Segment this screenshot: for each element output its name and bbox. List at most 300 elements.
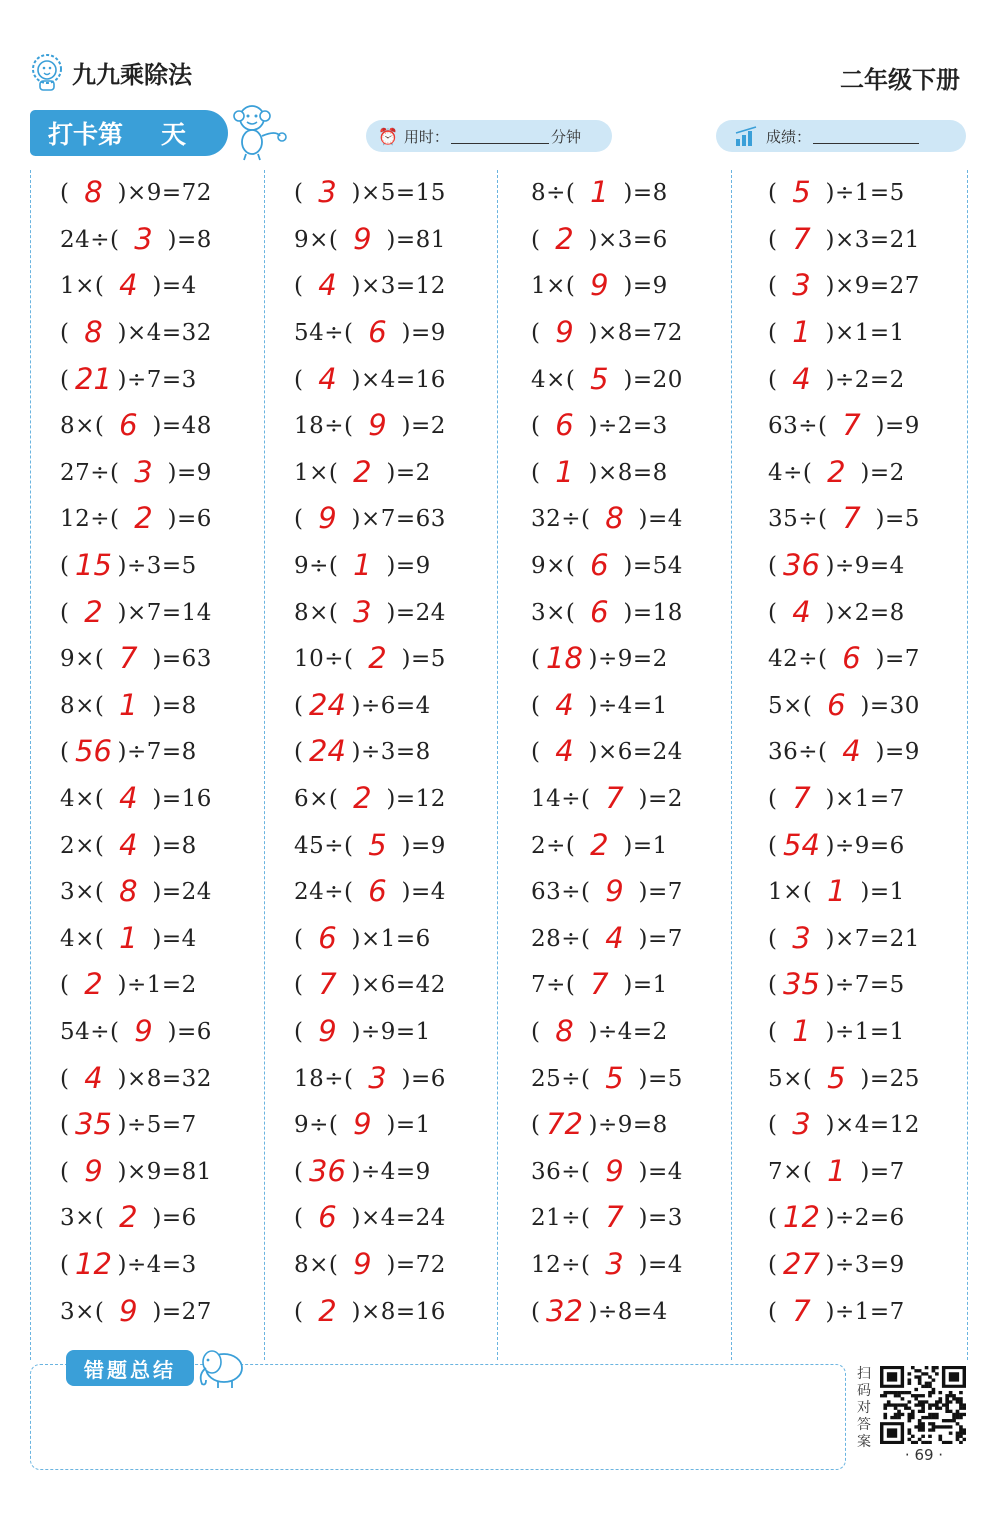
exercise-row (294, 822, 446, 869)
answer-blank[interactable]: 1 (590, 175, 609, 210)
qr-module (928, 1382, 932, 1385)
qr-module (908, 1382, 912, 1385)
exercise-row (768, 356, 905, 403)
qr-module (911, 1435, 915, 1438)
qr-module (928, 1385, 932, 1388)
equation-left: ( (531, 646, 541, 673)
equation-left: ( (294, 739, 304, 766)
answer-blank[interactable]: 4 (119, 781, 138, 816)
equation-right: )÷8=4 (588, 1298, 668, 1325)
equation-left: 12÷( (531, 1252, 591, 1279)
exercise-row (531, 170, 668, 217)
exercise-row (768, 962, 905, 1009)
qr-module (932, 1425, 936, 1428)
equation-left: 4÷( (768, 459, 813, 486)
answer-blank[interactable]: 2 (84, 967, 103, 1002)
equation-right: )=5 (638, 1065, 683, 1092)
answer-blank[interactable]: 9 (590, 268, 609, 303)
qr-module (949, 1425, 953, 1428)
exercise-row (768, 450, 905, 497)
equation-right: )÷7=5 (825, 972, 905, 999)
equation-left: 9×( (294, 226, 339, 253)
answer-blank[interactable]: 2 (318, 1293, 337, 1328)
qr-module (921, 1394, 925, 1397)
answer-blank[interactable]: 7 (842, 501, 861, 536)
checkin-label: 打卡第 (48, 120, 124, 149)
qr-module (925, 1372, 929, 1375)
equation-left: ( (60, 1252, 70, 1279)
equation-right: )÷1=2 (117, 972, 197, 999)
answer-blank[interactable]: 1 (827, 874, 846, 909)
qr-module (956, 1422, 960, 1425)
exercise-row (531, 776, 683, 823)
equation-left: ( (768, 925, 778, 952)
exercise-row (60, 1149, 212, 1196)
answer-blank[interactable]: 24 (309, 687, 346, 722)
equation-right: )×5=15 (351, 180, 446, 207)
qr-module (945, 1407, 949, 1410)
qr-module (897, 1391, 901, 1394)
exercise-row (768, 636, 920, 683)
equation-right: )=54 (623, 553, 683, 580)
exercise-row (768, 217, 920, 264)
qr-module (938, 1425, 942, 1428)
column-divider (264, 170, 265, 1360)
equation-left: ( (60, 320, 70, 347)
qr-module (914, 1388, 918, 1391)
answer-blank[interactable]: 7 (318, 967, 337, 1002)
exercise-row (60, 1055, 212, 1102)
page-number: · 69 · (904, 1446, 944, 1464)
equation-left: 54÷( (60, 1019, 120, 1046)
answer-blank[interactable]: 6 (119, 408, 138, 443)
answer-blank[interactable]: 2 (368, 641, 387, 676)
answer-blank[interactable]: 8 (119, 874, 138, 909)
lion-mascot-icon (30, 52, 64, 92)
exercise-row (531, 1055, 683, 1102)
answer-blank[interactable]: 8 (605, 501, 624, 536)
equation-right: )=12 (386, 786, 446, 813)
answer-blank[interactable]: 6 (555, 408, 574, 443)
exercise-row (294, 1102, 431, 1149)
qr-module (894, 1416, 898, 1419)
answer-blank[interactable]: 6 (318, 1200, 337, 1235)
answer-blank[interactable]: 6 (318, 920, 337, 955)
answer-blank[interactable]: 3 (353, 594, 372, 629)
equation-right: )=4 (638, 1252, 683, 1279)
answer-blank[interactable]: 5 (827, 1060, 846, 1095)
equation-left: ( (60, 972, 70, 999)
equation-left: 18÷( (294, 1065, 354, 1092)
answer-blank[interactable]: 36 (783, 548, 820, 583)
equation-left: 4×( (531, 366, 576, 393)
answer-blank[interactable]: 2 (134, 501, 153, 536)
time-blank[interactable] (451, 129, 549, 144)
qr-module (952, 1413, 956, 1416)
exercise-row (531, 916, 683, 963)
column-divider (497, 170, 498, 1360)
qr-module (901, 1403, 905, 1406)
qr-module (952, 1419, 956, 1422)
equation-left: 6×( (294, 786, 339, 813)
answer-blank[interactable]: 3 (792, 268, 811, 303)
equation-right: )÷3=8 (351, 739, 431, 766)
equation-left: 14÷( (531, 786, 591, 813)
answer-blank[interactable]: 2 (353, 781, 372, 816)
exercise-row (531, 310, 683, 357)
qr-module (928, 1413, 932, 1416)
answer-blank[interactable]: 9 (84, 1153, 103, 1188)
exercise-row (294, 170, 446, 217)
exercise-row (768, 1149, 905, 1196)
answer-blank[interactable]: 9 (555, 315, 574, 350)
equation-left: ( (768, 786, 778, 813)
answer-blank[interactable]: 35 (783, 967, 820, 1002)
equation-left: ( (768, 320, 778, 347)
equation-right: )÷3=5 (117, 553, 197, 580)
exercise-row (294, 403, 446, 450)
answer-blank[interactable]: 1 (827, 1153, 846, 1188)
answer-blank[interactable]: 7 (605, 1200, 624, 1235)
answer-blank[interactable]: 7 (792, 221, 811, 256)
qr-module (914, 1441, 918, 1444)
answer-blank[interactable]: 3 (368, 1060, 387, 1095)
equation-left: ( (768, 1252, 778, 1279)
answer-blank[interactable]: 8 (84, 175, 103, 210)
answer-blank[interactable]: 1 (119, 920, 138, 955)
equation-left: 1×( (294, 459, 339, 486)
answer-blank[interactable]: 5 (605, 1060, 624, 1095)
qr-module (949, 1410, 953, 1413)
answer-blank[interactable]: 7 (792, 781, 811, 816)
equation-right: )=9 (875, 413, 920, 440)
qr-module (932, 1391, 936, 1394)
answer-blank[interactable]: 4 (119, 268, 138, 303)
answer-blank[interactable]: 4 (318, 361, 337, 396)
clock-icon: ⏰ (378, 126, 398, 146)
answer-blank[interactable]: 4 (792, 361, 811, 396)
exercise-row (531, 403, 668, 450)
answer-blank[interactable]: 4 (318, 268, 337, 303)
answer-blank[interactable]: 1 (792, 1014, 811, 1049)
qr-module (942, 1441, 946, 1444)
exercise-row (294, 776, 446, 823)
exercise-row (294, 683, 431, 730)
qr-module (921, 1403, 925, 1406)
equation-right: )=4 (638, 506, 683, 533)
equation-left: 7×( (768, 1158, 813, 1185)
equation-right: )÷7=3 (117, 366, 197, 393)
answer-blank[interactable]: 9 (605, 874, 624, 909)
equation-left: ( (531, 226, 541, 253)
answer-blank[interactable]: 1 (555, 454, 574, 489)
equation-right: )=9 (167, 459, 212, 486)
qr-module (908, 1416, 912, 1419)
equation-left: ( (60, 1065, 70, 1092)
equation-left: ( (531, 692, 541, 719)
qr-module (908, 1400, 912, 1403)
exercise-row (60, 636, 212, 683)
answer-blank[interactable]: 7 (590, 967, 609, 1002)
qr-module (908, 1413, 912, 1416)
qr-module (904, 1403, 908, 1406)
answer-blank[interactable]: 9 (134, 1014, 153, 1049)
answer-blank[interactable]: 6 (842, 641, 861, 676)
equation-right: )×7=21 (825, 925, 920, 952)
qr-module (959, 1403, 963, 1406)
qr-module (959, 1413, 963, 1416)
answer-blank[interactable]: 12 (783, 1200, 820, 1235)
qr-finder-module (887, 1372, 897, 1381)
answer-blank[interactable]: 5 (590, 361, 609, 396)
qr-module (887, 1403, 891, 1406)
answer-blank[interactable]: 27 (783, 1247, 820, 1282)
answer-blank[interactable]: 4 (555, 734, 574, 769)
answer-blank[interactable]: 15 (75, 548, 112, 583)
answer-blank[interactable]: 8 (555, 1014, 574, 1049)
qr-module (918, 1369, 922, 1372)
qr-module (956, 1435, 960, 1438)
answer-blank[interactable]: 9 (353, 221, 372, 256)
answer-blank[interactable]: 1 (353, 548, 372, 583)
answer-blank[interactable]: 9 (353, 1107, 372, 1142)
exercise-row (60, 1009, 212, 1056)
score-label: 成绩： (766, 127, 812, 146)
exercise-row (60, 589, 212, 636)
qr-module (959, 1432, 963, 1435)
qr-module (935, 1407, 939, 1410)
exercise-row (768, 496, 920, 543)
qr-module (918, 1378, 922, 1381)
answer-blank[interactable]: 72 (546, 1107, 583, 1142)
answer-blank[interactable]: 6 (368, 874, 387, 909)
answer-blank[interactable]: 7 (605, 781, 624, 816)
equation-left: ( (60, 599, 70, 626)
qr-module (959, 1416, 963, 1419)
time-label: 用时： (403, 127, 449, 146)
answer-blank[interactable]: 4 (605, 920, 624, 955)
answer-blank[interactable]: 6 (590, 594, 609, 629)
qr-module (963, 1428, 966, 1431)
exercise-row (531, 543, 683, 590)
equation-right: )=18 (623, 599, 683, 626)
equation-left: 45÷( (294, 832, 354, 859)
exercise-row (531, 1242, 683, 1289)
equation-left: ( (768, 1298, 778, 1325)
answer-blank[interactable]: 56 (75, 734, 112, 769)
qr-module (897, 1413, 901, 1416)
equation-right: )÷4=9 (351, 1158, 431, 1185)
answer-blank[interactable]: 3 (792, 920, 811, 955)
answer-blank[interactable]: 3 (134, 454, 153, 489)
qr-module (956, 1432, 960, 1435)
qr-module (918, 1419, 922, 1422)
equation-right: )=27 (152, 1298, 212, 1325)
equation-right: )÷2=3 (588, 413, 668, 440)
qr-module (914, 1397, 918, 1400)
answer-blank[interactable]: 3 (318, 175, 337, 210)
exercise-row (294, 543, 431, 590)
equation-left: ( (768, 832, 778, 859)
equation-right: )×8=72 (588, 320, 683, 347)
qr-module (935, 1416, 939, 1419)
equation-right: )=1 (860, 879, 905, 906)
equation-right: )=5 (875, 506, 920, 533)
qr-module (925, 1400, 929, 1403)
answer-blank[interactable]: 4 (842, 734, 861, 769)
equation-right: )=9 (401, 320, 446, 347)
qr-module (894, 1403, 898, 1406)
answer-blank[interactable]: 7 (119, 641, 138, 676)
qr-module (894, 1407, 898, 1410)
equation-left: 63÷( (768, 413, 828, 440)
answer-blank[interactable]: 2 (590, 827, 609, 862)
answer-blank[interactable]: 5 (792, 175, 811, 210)
answer-blank[interactable]: 35 (75, 1107, 112, 1142)
qr-module (911, 1410, 915, 1413)
answer-blank[interactable]: 9 (353, 1247, 372, 1282)
equation-left: ( (60, 180, 70, 207)
answer-blank[interactable]: 54 (783, 827, 820, 862)
answer-blank[interactable]: 36 (309, 1153, 346, 1188)
answer-blank[interactable]: 3 (792, 1107, 811, 1142)
answer-blank[interactable]: 12 (75, 1247, 112, 1282)
qr-module (956, 1400, 960, 1403)
equation-right: )=25 (860, 1065, 920, 1092)
equation-right: )=1 (386, 1112, 431, 1139)
equation-left: ( (531, 1019, 541, 1046)
exercise-row (768, 1195, 905, 1242)
equation-right: )=2 (386, 459, 431, 486)
answer-blank[interactable]: 3 (134, 221, 153, 256)
qr-module (938, 1391, 942, 1394)
exercise-row (294, 217, 446, 264)
answer-blank[interactable]: 32 (546, 1293, 583, 1328)
answer-blank[interactable]: 5 (368, 827, 387, 862)
answer-blank[interactable]: 6 (827, 687, 846, 722)
checkin-banner (30, 110, 228, 156)
qr-module (908, 1407, 912, 1410)
exercise-row (294, 1288, 446, 1335)
answer-blank[interactable]: 6 (590, 548, 609, 583)
qr-module (911, 1394, 915, 1397)
equation-left: ( (768, 1019, 778, 1046)
qr-module (928, 1375, 932, 1378)
equation-left: 28÷( (531, 925, 591, 952)
qr-module (945, 1400, 949, 1403)
equation-left: ( (768, 180, 778, 207)
answer-blank[interactable]: 2 (555, 221, 574, 256)
equation-left: ( (294, 1019, 304, 1046)
equation-left: ( (768, 366, 778, 393)
equation-right: )÷3=9 (825, 1252, 905, 1279)
answer-blank[interactable]: 2 (353, 454, 372, 489)
score-blank[interactable] (813, 129, 919, 144)
answer-blank[interactable]: 2 (827, 454, 846, 489)
answer-blank[interactable]: 1 (119, 687, 138, 722)
exercise-row (768, 1102, 920, 1149)
exercise-row (60, 1242, 197, 1289)
equation-left: 5×( (768, 692, 813, 719)
equation-right: )×8=8 (588, 459, 668, 486)
answer-blank[interactable]: 24 (309, 734, 346, 769)
answer-blank[interactable]: 4 (555, 687, 574, 722)
qr-module (959, 1441, 963, 1444)
equation-right: )=48 (152, 413, 212, 440)
equation-left: 1×( (60, 273, 105, 300)
qr-module (949, 1419, 953, 1422)
exercise-row (60, 1288, 212, 1335)
exercise-row (531, 1009, 668, 1056)
exercise-row (768, 1055, 920, 1102)
equation-right: )=9 (386, 553, 431, 580)
qr-module (945, 1425, 949, 1428)
answer-blank[interactable]: 2 (84, 594, 103, 629)
qr-module (945, 1397, 949, 1400)
answer-blank[interactable]: 9 (605, 1153, 624, 1188)
answer-blank[interactable]: 8 (84, 315, 103, 350)
exercise-row (60, 496, 212, 543)
qr-module (925, 1382, 929, 1385)
qr-module (918, 1382, 922, 1385)
qr-finder-module (949, 1372, 959, 1381)
qr-code-icon[interactable] (880, 1366, 966, 1444)
answer-blank[interactable]: 4 (792, 594, 811, 629)
qr-module (887, 1391, 891, 1394)
equation-right: )×1=7 (825, 786, 905, 813)
qr-module (883, 1413, 887, 1416)
bar-chart-icon (734, 125, 760, 147)
equation-left: ( (294, 506, 304, 533)
answer-blank[interactable]: 6 (368, 315, 387, 350)
answer-blank[interactable]: 7 (842, 408, 861, 443)
qr-module (928, 1394, 932, 1397)
exercise-row (531, 589, 683, 636)
qr-module (883, 1394, 887, 1397)
answer-blank[interactable]: 9 (368, 408, 387, 443)
qr-module (952, 1397, 956, 1400)
exercise-row (768, 170, 905, 217)
equation-left: 5×( (768, 1065, 813, 1092)
answer-blank[interactable]: 9 (318, 1014, 337, 1049)
answer-blank[interactable]: 21 (75, 361, 112, 396)
equation-right: )=2 (638, 786, 683, 813)
equation-left: 4×( (60, 925, 105, 952)
equation-right: )×3=6 (588, 226, 668, 253)
answer-blank[interactable]: 4 (84, 1060, 103, 1095)
equation-right: )÷1=5 (825, 180, 905, 207)
equation-left: 8×( (60, 413, 105, 440)
qr-module (959, 1397, 963, 1400)
answer-blank[interactable]: 2 (119, 1200, 138, 1235)
answer-blank[interactable]: 1 (792, 315, 811, 350)
exercise-row (768, 916, 920, 963)
exercise-row (294, 589, 446, 636)
answer-blank[interactable]: 9 (119, 1293, 138, 1328)
equation-left: 21÷( (531, 1205, 591, 1232)
qr-module (921, 1410, 925, 1413)
qr-module (921, 1407, 925, 1410)
equation-right: )×9=72 (117, 180, 212, 207)
answer-blank[interactable]: 18 (546, 641, 583, 676)
answer-blank[interactable]: 7 (792, 1293, 811, 1328)
answer-blank[interactable]: 4 (119, 827, 138, 862)
equation-left: 9÷( (294, 1112, 339, 1139)
answer-blank[interactable]: 3 (605, 1247, 624, 1282)
answer-blank[interactable]: 9 (318, 501, 337, 536)
exercise-row (768, 263, 920, 310)
equation-left: 8×( (294, 599, 339, 626)
